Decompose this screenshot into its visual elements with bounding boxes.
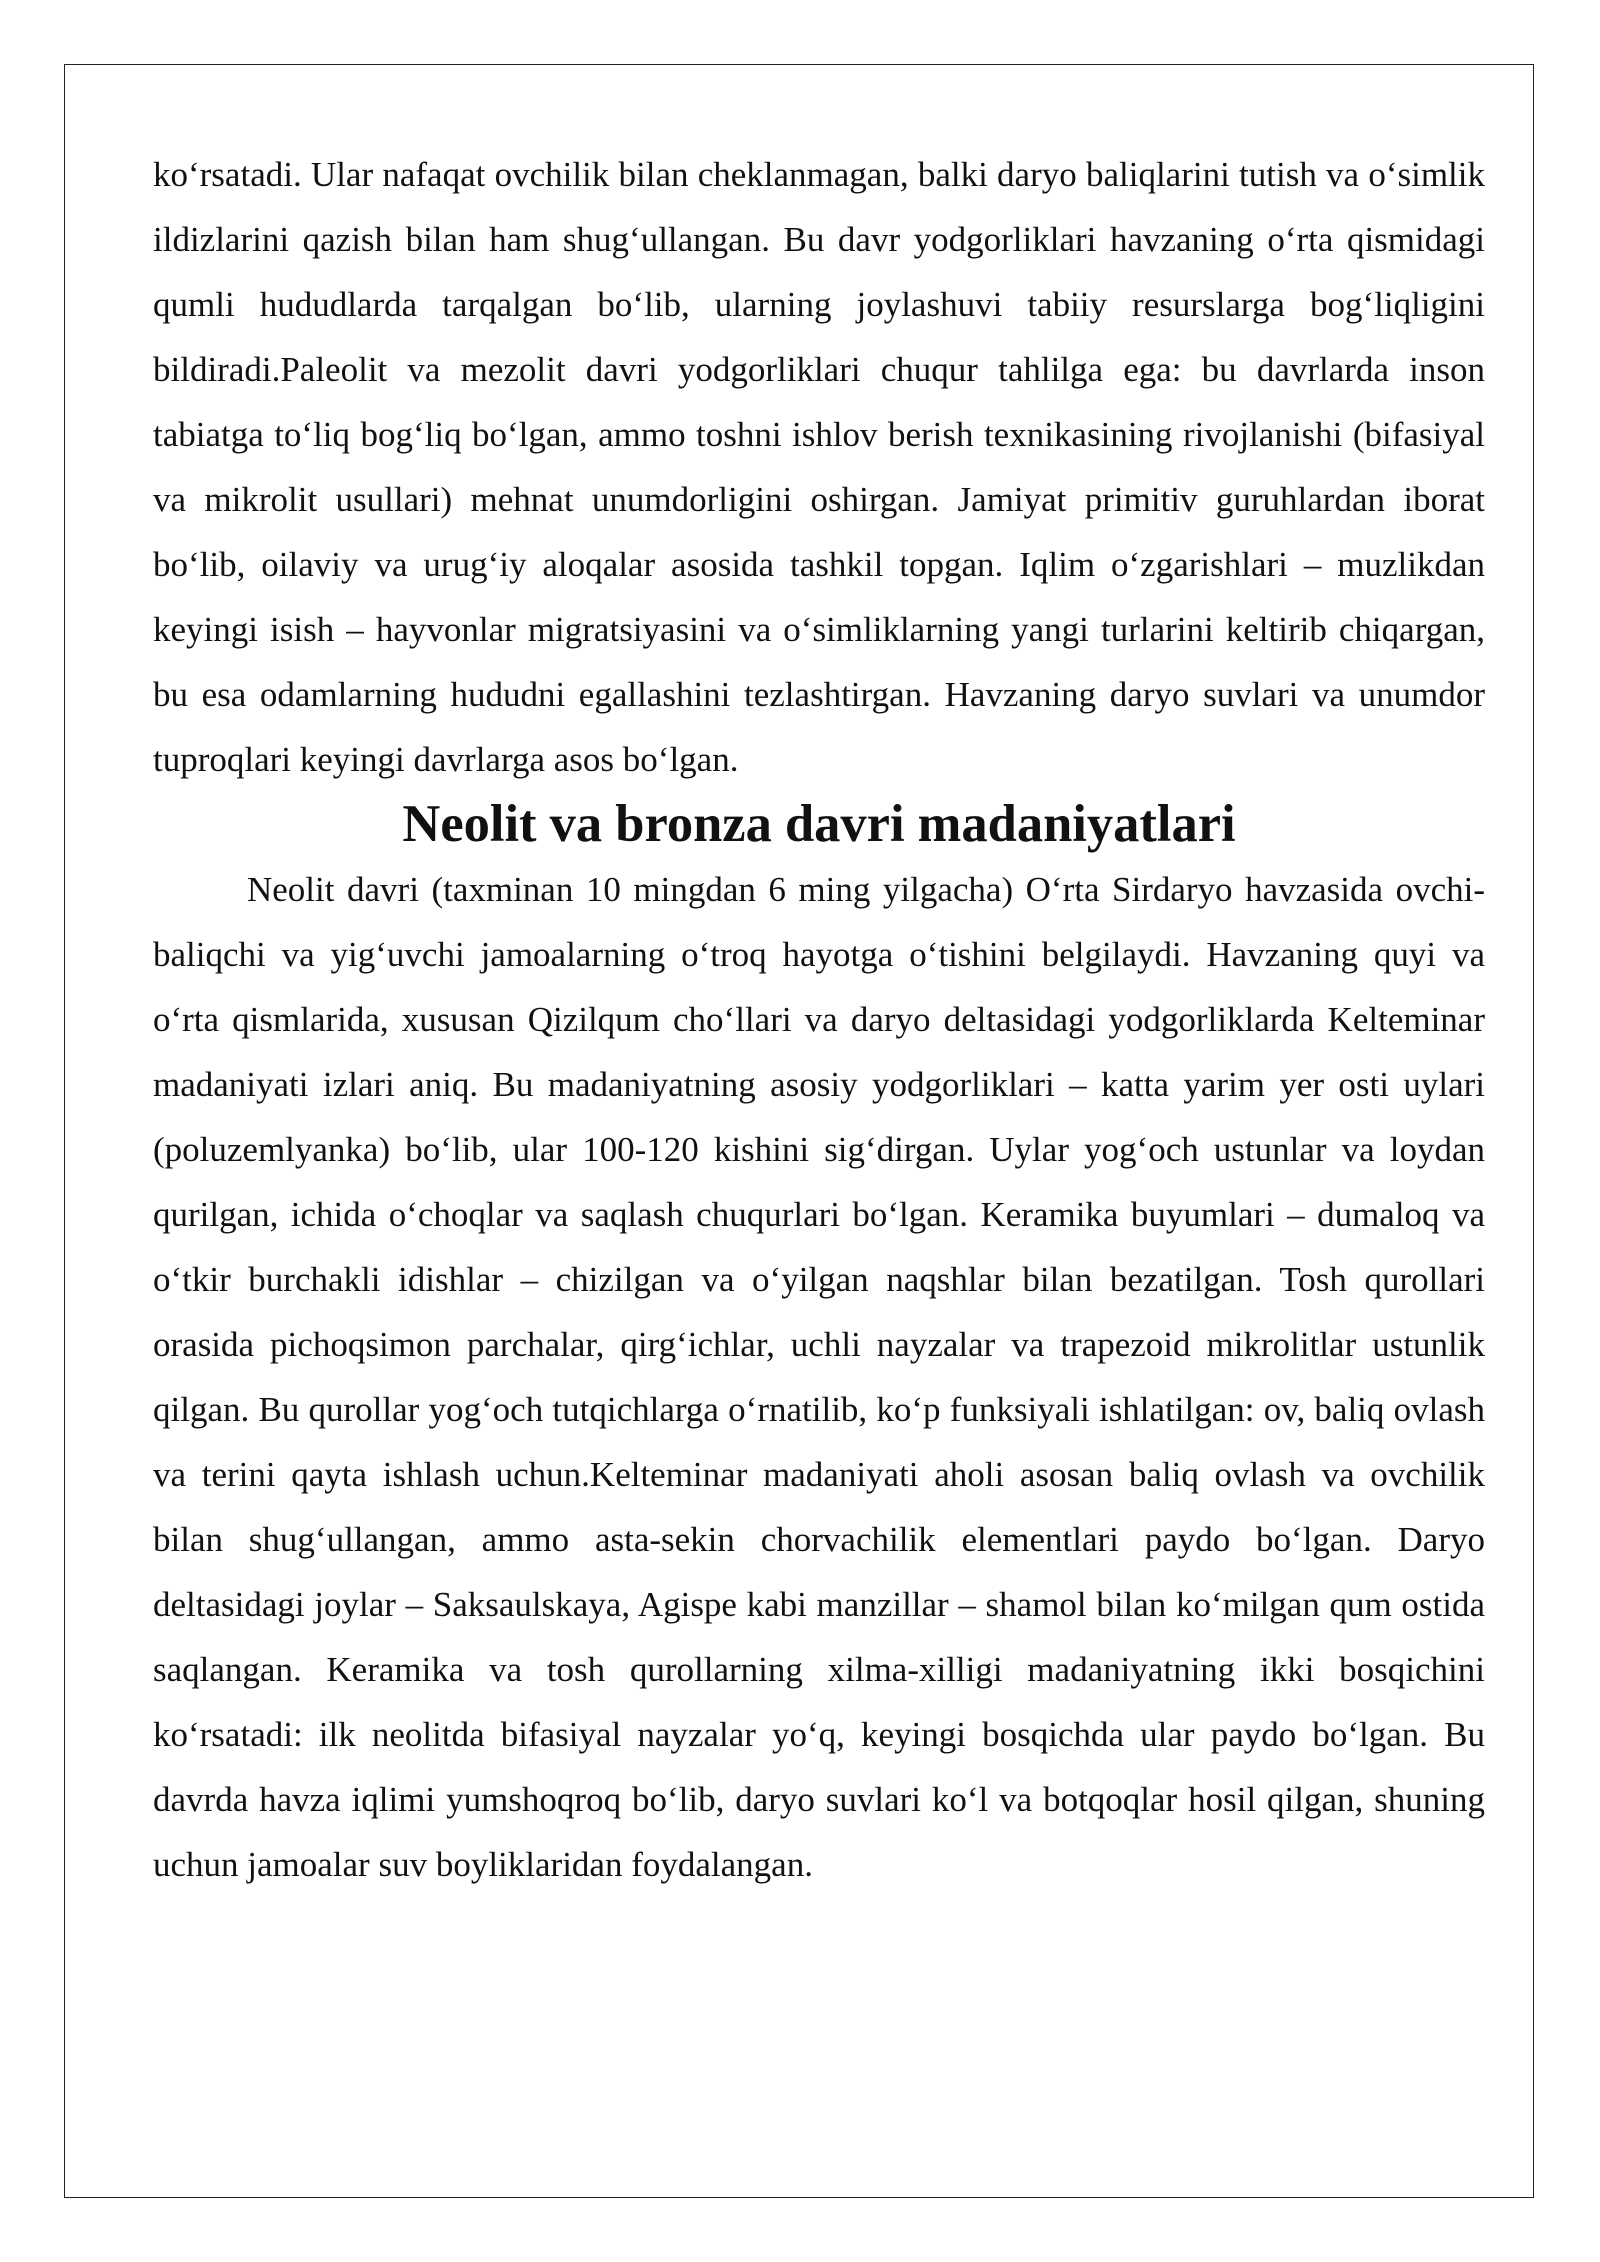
document-body [153, 142, 1485, 1897]
paragraph-neolithic: Neolit davri (taxminan 10 mingdan 6 ming yilgacha) O‘rta Sirdaryo havzasida ovchi-baliqchi va yig‘uvchi jamoalarning o‘troq hayotga o‘tishini belgilaydi. Havzaning quyi va o‘rta qismlarida, xususan Qizilqum cho‘llari va daryo deltasidagi yodgorliklarda Kelteminar madaniyati izlari aniq. Bu madaniyatning asosiy yodgorliklari – katta yarim yer osti uylari (poluzemlyanka) bo‘lib, ular 100-120 kishini sig‘dirgan. Uylar yog‘och ustunlar va loydan qurilgan, ichida o‘choqlar va saqlash chuqurlari bo‘lgan. Keramika buyumlari – dumaloq va o‘tkir burchakli idishlar – chizilgan va o‘yilgan naqshlar bilan bezatilgan. Tosh qurollari orasida pichoqsimon parchalar, qirg‘ichlar, uchli nayzalar va trapezoid mikrolitlar ustunlik qilgan. Bu qurollar yog‘och tutqichlarga o‘rnatilib, ko‘p funksiyali ishlatilgan: ov, baliq ovlash va terini qayta ishlash uchun.Kelteminar madaniyati aholi asosan baliq ovlash va ovchilik bilan shug‘ullangan, ammo asta-sekin chorvachilik elementlari paydo bo‘lgan. Daryo deltasidagi joylar – Saksaulskaya, Agispe kabi manzillar – shamol bilan ko‘milgan qum ostida saqlangan. Keramika va tosh qurollarning xilma-xilligi madaniyatning ikki bosqichini ko‘rsatadi: ilk neolitda bifasiyal nayzalar yo‘q, keyingi bosqichda ular paydo bo‘lgan. Bu davrda havza iqlimi yumshoqroq bo‘lib, daryo suvlari ko‘l va botqoqlar hosil qilgan, shuning uchun jamoalar suv boyliklaridan foydalangan. [153, 870, 1485, 1884]
section-heading: Neolit va bronza davri madaniyatlari [402, 795, 1236, 853]
paragraph-continuation: ko‘rsatadi. Ular nafaqat ovchilik bilan cheklanmagan, balki daryo baliqlarini tutish va o‘simlik ildizlarini qazish bilan ham shug‘ullangan. Bu davr yodgorliklari havzaning o‘rta qismidagi qumli hududlarda tarqalgan bo‘lib, ularning joylashuvi tabiiy resurslarga bog‘liqligini bildiradi.Paleolit va mezolit davri yodgorliklari chuqur tahlilga ega: bu davrlarda inson tabiatga to‘liq bog‘liq bo‘lgan, ammo toshni ishlov berish texnikasining rivojlanishi (bifasiyal va mikrolit usullari) mehnat unumdorligini oshirgan. Jamiyat primitiv guruhlardan iborat bo‘lib, oilaviy va urug‘iy aloqalar asosida tashkil topgan. Iqlim o‘zgarishlari – muzlikdan keyingi isish – hayvonlar migratsiyasini va o‘simliklarning yangi turlarini keltirib chiqargan, bu esa odamlarning hududni egallashini tezlashtirgan. Havzaning daryo suvlari va unumdor tuproqlari keyingi davrlarga asos bo‘lgan. [153, 155, 1485, 779]
